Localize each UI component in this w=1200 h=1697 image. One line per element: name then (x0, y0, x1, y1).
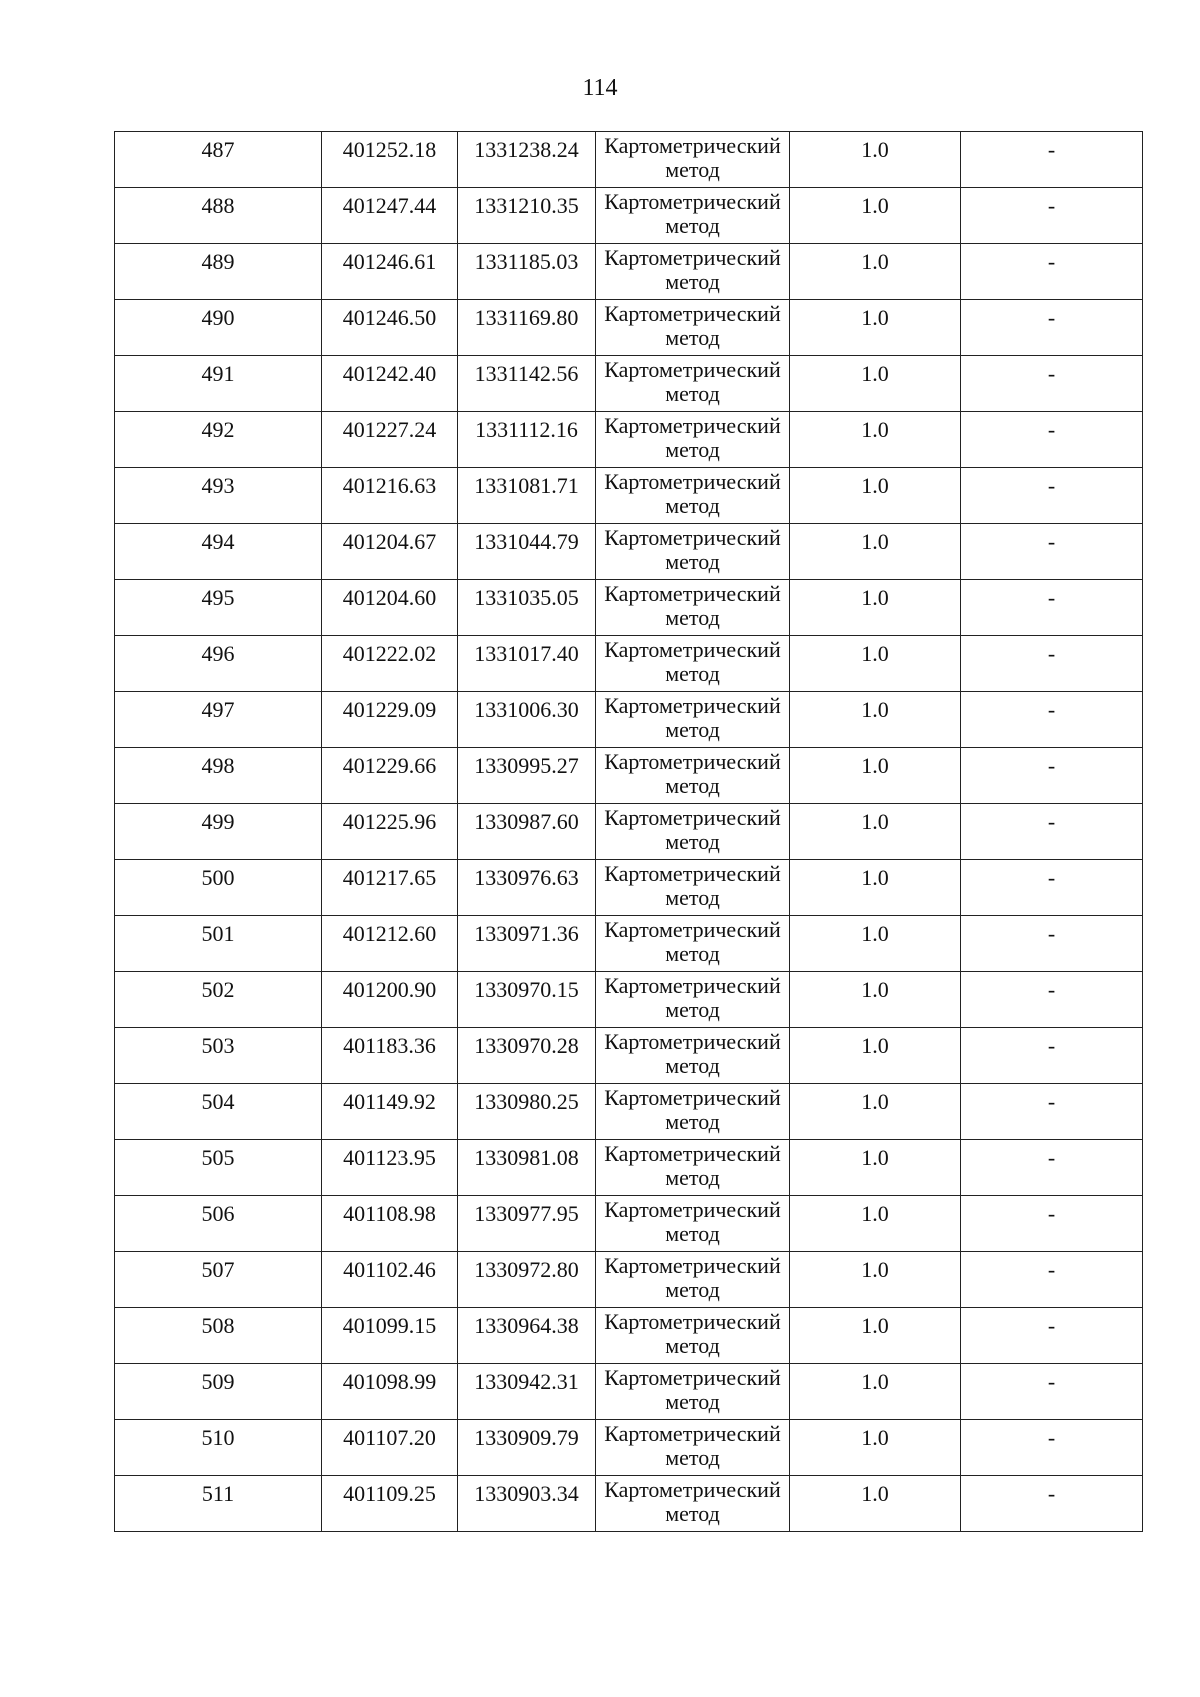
method-cell (596, 1252, 790, 1308)
method-cell (596, 692, 790, 748)
point-number-cell: 509 (115, 1364, 322, 1420)
y-coordinate-cell: 1331142.56 (458, 356, 596, 412)
x-coordinate-cell: 401246.50 (322, 300, 458, 356)
table-row (115, 580, 1143, 636)
note-cell: - (961, 804, 1143, 860)
method-line-1: Картометрический (604, 1365, 781, 1390)
point-number-cell: 491 (115, 356, 322, 412)
method-cell (596, 804, 790, 860)
point-number-cell: 500 (115, 860, 322, 916)
method-line-1: Картометрический (604, 1477, 781, 1502)
method-line-1: Картометрический (604, 917, 781, 942)
x-coordinate-cell: 401217.65 (322, 860, 458, 916)
table-row (115, 1364, 1143, 1420)
note-cell: - (961, 244, 1143, 300)
x-coordinate-cell: 401252.18 (322, 132, 458, 188)
table-row (115, 524, 1143, 580)
table-row (115, 412, 1143, 468)
y-coordinate-cell: 1330971.36 (458, 916, 596, 972)
method-line-2: метод (665, 1221, 720, 1246)
table-row (115, 244, 1143, 300)
note-cell: - (961, 300, 1143, 356)
accuracy-cell: 1.0 (790, 524, 961, 580)
y-coordinate-cell: 1330970.28 (458, 1028, 596, 1084)
method-line-2: метод (665, 605, 720, 630)
point-number-cell: 489 (115, 244, 322, 300)
note-cell: - (961, 468, 1143, 524)
method-cell (596, 1308, 790, 1364)
table-row (115, 1252, 1143, 1308)
method-line-2: метод (665, 1501, 720, 1526)
accuracy-cell: 1.0 (790, 300, 961, 356)
y-coordinate-cell: 1331006.30 (458, 692, 596, 748)
accuracy-cell: 1.0 (790, 692, 961, 748)
point-number-cell: 493 (115, 468, 322, 524)
method-line-2: метод (665, 773, 720, 798)
y-coordinate-cell: 1330981.08 (458, 1140, 596, 1196)
table-row (115, 1028, 1143, 1084)
point-number-cell: 506 (115, 1196, 322, 1252)
method-cell (596, 1140, 790, 1196)
method-line-2: метод (665, 157, 720, 182)
point-number-cell: 492 (115, 412, 322, 468)
note-cell: - (961, 636, 1143, 692)
point-number-cell: 505 (115, 1140, 322, 1196)
method-line-1: Картометрический (604, 749, 781, 774)
y-coordinate-cell: 1331035.05 (458, 580, 596, 636)
x-coordinate-cell: 401107.20 (322, 1420, 458, 1476)
y-coordinate-cell: 1331210.35 (458, 188, 596, 244)
x-coordinate-cell: 401204.60 (322, 580, 458, 636)
method-line-2: метод (665, 1109, 720, 1134)
y-coordinate-cell: 1331185.03 (458, 244, 596, 300)
method-cell (596, 468, 790, 524)
method-line-2: метод (665, 493, 720, 518)
table-row (115, 1420, 1143, 1476)
accuracy-cell: 1.0 (790, 580, 961, 636)
x-coordinate-cell: 401247.44 (322, 188, 458, 244)
x-coordinate-cell: 401200.90 (322, 972, 458, 1028)
note-cell: - (961, 1084, 1143, 1140)
x-coordinate-cell: 401102.46 (322, 1252, 458, 1308)
method-line-1: Картометрический (604, 637, 781, 662)
method-line-2: метод (665, 1277, 720, 1302)
accuracy-cell: 1.0 (790, 1476, 961, 1532)
x-coordinate-cell: 401123.95 (322, 1140, 458, 1196)
table-row (115, 1140, 1143, 1196)
table-row (115, 356, 1143, 412)
point-number-cell: 502 (115, 972, 322, 1028)
note-cell: - (961, 580, 1143, 636)
note-cell: - (961, 1476, 1143, 1532)
point-number-cell: 508 (115, 1308, 322, 1364)
method-cell (596, 860, 790, 916)
accuracy-cell: 1.0 (790, 748, 961, 804)
method-line-2: метод (665, 661, 720, 686)
method-line-2: метод (665, 1389, 720, 1414)
table-row (115, 132, 1143, 188)
accuracy-cell: 1.0 (790, 188, 961, 244)
method-line-2: метод (665, 885, 720, 910)
y-coordinate-cell: 1330980.25 (458, 1084, 596, 1140)
accuracy-cell: 1.0 (790, 132, 961, 188)
table-row (115, 188, 1143, 244)
x-coordinate-cell: 401229.66 (322, 748, 458, 804)
accuracy-cell: 1.0 (790, 860, 961, 916)
note-cell: - (961, 1252, 1143, 1308)
method-cell (596, 1196, 790, 1252)
method-cell (596, 748, 790, 804)
method-cell (596, 132, 790, 188)
note-cell: - (961, 1308, 1143, 1364)
method-cell (596, 244, 790, 300)
note-cell: - (961, 748, 1143, 804)
method-line-2: метод (665, 1165, 720, 1190)
method-cell (596, 300, 790, 356)
method-line-1: Картометрический (604, 1309, 781, 1334)
method-cell (596, 1084, 790, 1140)
method-line-1: Картометрический (604, 973, 781, 998)
x-coordinate-cell: 401108.98 (322, 1196, 458, 1252)
table-row (115, 1084, 1143, 1140)
x-coordinate-cell: 401229.09 (322, 692, 458, 748)
method-line-2: метод (665, 1333, 720, 1358)
accuracy-cell: 1.0 (790, 1420, 961, 1476)
note-cell: - (961, 188, 1143, 244)
method-line-2: метод (665, 213, 720, 238)
method-line-2: метод (665, 1445, 720, 1470)
table-row (115, 804, 1143, 860)
point-number-cell: 504 (115, 1084, 322, 1140)
note-cell: - (961, 412, 1143, 468)
y-coordinate-cell: 1330964.38 (458, 1308, 596, 1364)
method-cell (596, 1028, 790, 1084)
x-coordinate-cell: 401246.61 (322, 244, 458, 300)
method-line-1: Картометрический (604, 1141, 781, 1166)
method-line-1: Картометрический (604, 1197, 781, 1222)
accuracy-cell: 1.0 (790, 1084, 961, 1140)
method-line-1: Картометрический (604, 1253, 781, 1278)
note-cell: - (961, 1196, 1143, 1252)
table-row (115, 916, 1143, 972)
x-coordinate-cell: 401216.63 (322, 468, 458, 524)
note-cell: - (961, 356, 1143, 412)
accuracy-cell: 1.0 (790, 916, 961, 972)
coordinates-table (114, 131, 1143, 1532)
x-coordinate-cell: 401098.99 (322, 1364, 458, 1420)
method-line-1: Картометрический (604, 301, 781, 326)
accuracy-cell: 1.0 (790, 1364, 961, 1420)
method-line-2: метод (665, 325, 720, 350)
method-line-2: метод (665, 437, 720, 462)
y-coordinate-cell: 1330942.31 (458, 1364, 596, 1420)
table-row (115, 972, 1143, 1028)
method-line-1: Картометрический (604, 693, 781, 718)
method-cell (596, 524, 790, 580)
method-line-1: Картометрический (604, 525, 781, 550)
method-line-1: Картометрический (604, 1029, 781, 1054)
y-coordinate-cell: 1330970.15 (458, 972, 596, 1028)
page-number: 114 (582, 75, 618, 101)
point-number-cell: 498 (115, 748, 322, 804)
point-number-cell: 499 (115, 804, 322, 860)
method-line-2: метод (665, 1053, 720, 1078)
method-line-1: Картометрический (604, 245, 781, 270)
y-coordinate-cell: 1330903.34 (458, 1476, 596, 1532)
x-coordinate-cell: 401227.24 (322, 412, 458, 468)
note-cell: - (961, 132, 1143, 188)
method-cell (596, 356, 790, 412)
coordinates-table-body (115, 132, 1143, 1532)
x-coordinate-cell: 401183.36 (322, 1028, 458, 1084)
x-coordinate-cell: 401242.40 (322, 356, 458, 412)
x-coordinate-cell: 401109.25 (322, 1476, 458, 1532)
method-line-2: метод (665, 941, 720, 966)
accuracy-cell: 1.0 (790, 244, 961, 300)
y-coordinate-cell: 1330995.27 (458, 748, 596, 804)
point-number-cell: 503 (115, 1028, 322, 1084)
x-coordinate-cell: 401212.60 (322, 916, 458, 972)
accuracy-cell: 1.0 (790, 1028, 961, 1084)
method-line-2: метод (665, 549, 720, 574)
note-cell: - (961, 860, 1143, 916)
table-row (115, 860, 1143, 916)
y-coordinate-cell: 1330987.60 (458, 804, 596, 860)
method-cell (596, 580, 790, 636)
note-cell: - (961, 524, 1143, 580)
table-row (115, 748, 1143, 804)
note-cell: - (961, 972, 1143, 1028)
method-cell (596, 1420, 790, 1476)
note-cell: - (961, 1028, 1143, 1084)
point-number-cell: 496 (115, 636, 322, 692)
note-cell: - (961, 692, 1143, 748)
method-line-1: Картометрический (604, 413, 781, 438)
table-row (115, 1476, 1143, 1532)
x-coordinate-cell: 401149.92 (322, 1084, 458, 1140)
note-cell: - (961, 916, 1143, 972)
method-line-1: Картометрический (604, 189, 781, 214)
point-number-cell: 487 (115, 132, 322, 188)
point-number-cell: 490 (115, 300, 322, 356)
method-cell (596, 1476, 790, 1532)
y-coordinate-cell: 1331044.79 (458, 524, 596, 580)
point-number-cell: 494 (115, 524, 322, 580)
accuracy-cell: 1.0 (790, 1252, 961, 1308)
note-cell: - (961, 1364, 1143, 1420)
y-coordinate-cell: 1330977.95 (458, 1196, 596, 1252)
method-cell (596, 1364, 790, 1420)
method-line-2: метод (665, 829, 720, 854)
note-cell: - (961, 1140, 1143, 1196)
table-row (115, 1308, 1143, 1364)
y-coordinate-cell: 1331238.24 (458, 132, 596, 188)
method-line-1: Картометрический (604, 805, 781, 830)
y-coordinate-cell: 1331112.16 (458, 412, 596, 468)
point-number-cell: 501 (115, 916, 322, 972)
y-coordinate-cell: 1330909.79 (458, 1420, 596, 1476)
y-coordinate-cell: 1331017.40 (458, 636, 596, 692)
x-coordinate-cell: 401225.96 (322, 804, 458, 860)
method-cell (596, 412, 790, 468)
method-cell (596, 188, 790, 244)
table-row (115, 692, 1143, 748)
point-number-cell: 488 (115, 188, 322, 244)
accuracy-cell: 1.0 (790, 468, 961, 524)
method-cell (596, 636, 790, 692)
x-coordinate-cell: 401222.02 (322, 636, 458, 692)
x-coordinate-cell: 401099.15 (322, 1308, 458, 1364)
table-row (115, 468, 1143, 524)
y-coordinate-cell: 1330976.63 (458, 860, 596, 916)
method-cell (596, 916, 790, 972)
accuracy-cell: 1.0 (790, 804, 961, 860)
accuracy-cell: 1.0 (790, 1196, 961, 1252)
method-line-1: Картометрический (604, 1085, 781, 1110)
accuracy-cell: 1.0 (790, 356, 961, 412)
method-cell (596, 972, 790, 1028)
method-line-1: Картометрический (604, 861, 781, 886)
method-line-2: метод (665, 269, 720, 294)
y-coordinate-cell: 1331169.80 (458, 300, 596, 356)
method-line-1: Картометрический (604, 133, 781, 158)
y-coordinate-cell: 1331081.71 (458, 468, 596, 524)
point-number-cell: 495 (115, 580, 322, 636)
method-line-1: Картометрический (604, 1421, 781, 1446)
accuracy-cell: 1.0 (790, 1308, 961, 1364)
accuracy-cell: 1.0 (790, 412, 961, 468)
method-line-2: метод (665, 997, 720, 1022)
method-line-1: Картометрический (604, 469, 781, 494)
method-line-2: метод (665, 717, 720, 742)
point-number-cell: 511 (115, 1476, 322, 1532)
table-row (115, 1196, 1143, 1252)
point-number-cell: 510 (115, 1420, 322, 1476)
point-number-cell: 497 (115, 692, 322, 748)
note-cell: - (961, 1420, 1143, 1476)
method-line-1: Картометрический (604, 357, 781, 382)
accuracy-cell: 1.0 (790, 972, 961, 1028)
x-coordinate-cell: 401204.67 (322, 524, 458, 580)
table-row (115, 300, 1143, 356)
table-row (115, 636, 1143, 692)
method-line-1: Картометрический (604, 581, 781, 606)
point-number-cell: 507 (115, 1252, 322, 1308)
accuracy-cell: 1.0 (790, 636, 961, 692)
accuracy-cell: 1.0 (790, 1140, 961, 1196)
method-line-2: метод (665, 381, 720, 406)
y-coordinate-cell: 1330972.80 (458, 1252, 596, 1308)
